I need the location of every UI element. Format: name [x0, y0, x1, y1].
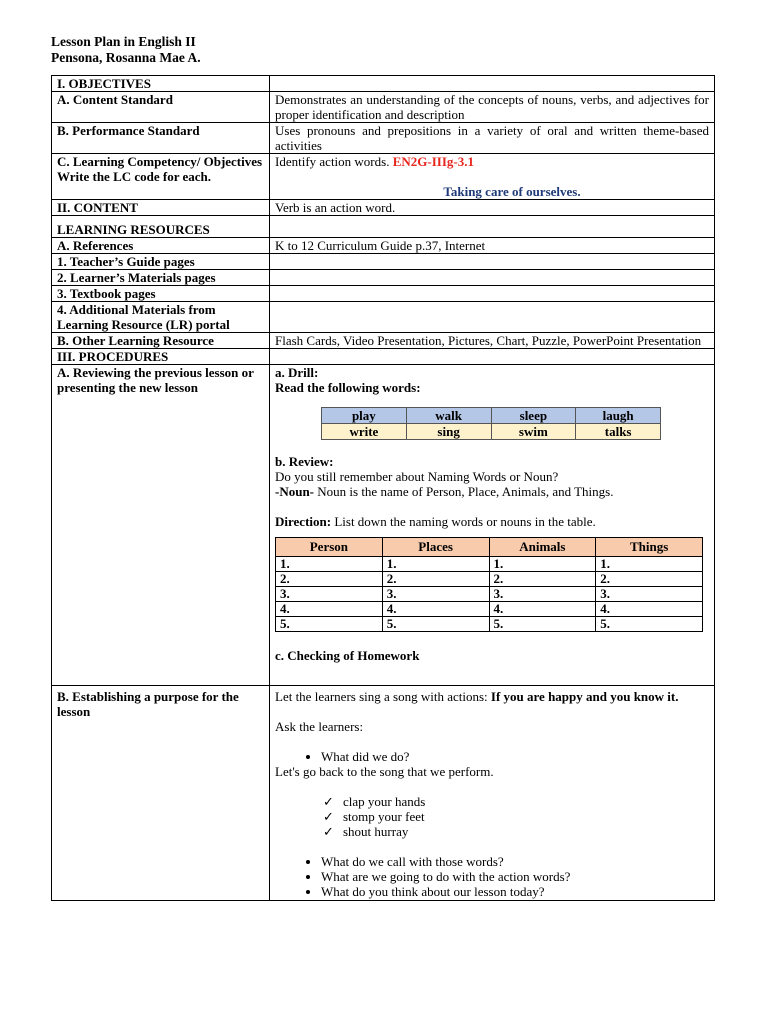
- row-content: [52, 200, 715, 216]
- direction-text: List down the naming words or nouns in the table.: [331, 514, 596, 529]
- list-item: ✓ clap your hands: [343, 794, 709, 809]
- drill-row: [322, 424, 661, 440]
- question-list-1: [275, 749, 709, 764]
- table-cell: 1.: [596, 557, 703, 572]
- go-back-text: Let's go back to the song that we perform.: [275, 764, 494, 779]
- sing-instruction: [275, 689, 709, 704]
- table-cell: 2.: [276, 572, 383, 587]
- references-text: K to 12 Curriculum Guide p.37, Internet: [270, 238, 715, 254]
- nouns-table: [275, 537, 703, 632]
- table-cell: 2.: [596, 572, 703, 587]
- direction-line: [275, 514, 709, 529]
- reviewing-lesson-label: A. Reviewing the previous lesson or presenting the new lesson: [52, 365, 270, 686]
- row-learners-materials: [52, 270, 715, 286]
- drill-heading: a. Drill:: [275, 365, 319, 380]
- procedures-heading: III. PROCEDURES: [52, 349, 270, 365]
- table-cell: 5.: [276, 617, 383, 632]
- lesson-theme: Taking care of ourselves.: [443, 184, 581, 199]
- list-item: ✓ stomp your feet: [343, 809, 709, 824]
- direction-label: Direction:: [275, 514, 332, 529]
- other-resources-text: Flash Cards, Video Presentation, Pictures, Chart, Puzzle, PowerPoint Presentation: [270, 333, 715, 349]
- performance-standard-text: Uses pronouns and prepositions in a variety of oral and written theme-based activities: [270, 123, 715, 154]
- table-cell: 4.: [596, 602, 703, 617]
- competency-label-line: C. Learning Competency/ Objectives: [57, 154, 263, 169]
- table-cell: 5.: [489, 617, 596, 632]
- homework-heading: c. Checking of Homework: [275, 648, 420, 663]
- drill-row: [322, 408, 661, 424]
- table-cell: 1.: [489, 557, 596, 572]
- row-establishing-purpose: [52, 686, 715, 901]
- textbook-label: 3. Textbook pages: [52, 286, 270, 302]
- learning-competency-cell: [270, 154, 715, 200]
- list-item: • What do we call with those words?: [321, 854, 709, 869]
- row-textbook: [52, 286, 715, 302]
- row-performance-standard: [52, 123, 715, 154]
- learning-competency-label: [52, 154, 270, 200]
- drill-word: play: [322, 408, 407, 424]
- establishing-purpose-label: B. Establishing a purpose for the lesson: [52, 686, 270, 901]
- lesson-plan-table: [51, 75, 715, 901]
- noun-definition-line: [275, 484, 709, 499]
- review-heading: b. Review:: [275, 454, 334, 469]
- table-cell: 2.: [489, 572, 596, 587]
- row-references: [52, 238, 715, 254]
- sing-text: Let the learners sing a song with actions:: [275, 689, 491, 704]
- table-cell: 1.: [276, 557, 383, 572]
- row-learning-competency: [52, 154, 715, 200]
- list-item: • What are we going to do with the action words?: [321, 869, 709, 884]
- content-standard-label: A. Content Standard: [52, 92, 270, 123]
- table-row: [276, 602, 703, 617]
- nouns-table-header: [276, 538, 703, 557]
- nouns-header-places: Places: [382, 538, 489, 557]
- row-additional-materials: [52, 302, 715, 333]
- author-name: Pensona, Rosanna Mae A.: [51, 50, 201, 65]
- table-row: [276, 572, 703, 587]
- content-text: Verb is an action word.: [270, 200, 715, 216]
- song-title: If you are happy and you know it.: [490, 689, 679, 704]
- table-cell: 5.: [596, 617, 703, 632]
- list-item: • What do you think about our lesson today?: [321, 884, 709, 899]
- content-heading: II. CONTENT: [52, 200, 270, 216]
- table-cell: 4.: [489, 602, 596, 617]
- drill-word: talks: [576, 424, 661, 440]
- drill-word: sing: [406, 424, 491, 440]
- row-objectives: [52, 76, 715, 92]
- reviewing-lesson-cell: [270, 365, 715, 686]
- competency-code: EN2G-IIIg-3.1: [392, 154, 474, 169]
- document-title: Lesson Plan in English II: [51, 34, 196, 49]
- table-row: [276, 617, 703, 632]
- establishing-purpose-cell: [270, 686, 715, 901]
- drill-word: write: [322, 424, 407, 440]
- table-cell: 3.: [382, 587, 489, 602]
- review-question: Do you still remember about Naming Words or Noun?: [275, 469, 559, 484]
- row-other-resources: [52, 333, 715, 349]
- list-item: ✓ shout hurray: [343, 824, 709, 839]
- table-cell: 4.: [276, 602, 383, 617]
- competency-text: Identify action words.: [275, 154, 390, 169]
- action-list: [275, 794, 709, 839]
- teachers-guide-label: 1. Teacher’s Guide pages: [52, 254, 270, 270]
- drill-words-table: [321, 407, 661, 440]
- question-list-2: [275, 854, 709, 899]
- nouns-header-animals: Animals: [489, 538, 596, 557]
- nouns-header-person: Person: [276, 538, 383, 557]
- lc-code-instruction: Write the LC code for each.: [57, 169, 212, 184]
- drill-word: swim: [491, 424, 576, 440]
- nouns-header-things: Things: [596, 538, 703, 557]
- other-resources-label: B. Other Learning Resource: [52, 333, 270, 349]
- table-cell: 3.: [489, 587, 596, 602]
- row-content-standard: [52, 92, 715, 123]
- table-cell: 5.: [382, 617, 489, 632]
- list-item: • What did we do?: [321, 749, 709, 764]
- additional-materials-label: 4. Additional Materials from Learning Resource (LR) portal: [52, 302, 270, 333]
- learning-resources-heading: LEARNING RESOURCES: [52, 216, 270, 238]
- row-teachers-guide: [52, 254, 715, 270]
- references-label: A. References: [52, 238, 270, 254]
- noun-definition: Noun is the name of Person, Place, Animals, and Things.: [314, 484, 614, 499]
- objectives-heading: I. OBJECTIVES: [52, 76, 270, 92]
- content-standard-text: Demonstrates an understanding of the concepts of nouns, verbs, and adjectives for proper identification and description: [270, 92, 715, 123]
- table-cell: 3.: [276, 587, 383, 602]
- performance-standard-label: B. Performance Standard: [52, 123, 270, 154]
- table-row: [276, 587, 703, 602]
- table-cell: 1.: [382, 557, 489, 572]
- table-cell: 4.: [382, 602, 489, 617]
- row-procedures: [52, 349, 715, 365]
- drill-word: laugh: [576, 408, 661, 424]
- learners-materials-label: 2. Learner’s Materials pages: [52, 270, 270, 286]
- row-reviewing-lesson: [52, 365, 715, 686]
- page-header: [51, 34, 201, 66]
- drill-word: sleep: [491, 408, 576, 424]
- drill-word: walk: [406, 408, 491, 424]
- table-row: [276, 557, 703, 572]
- table-cell: 3.: [596, 587, 703, 602]
- drill-instruction: Read the following words:: [275, 380, 421, 395]
- table-cell: 2.: [382, 572, 489, 587]
- ask-text: Ask the learners:: [275, 719, 364, 734]
- noun-term: -Noun-: [275, 484, 315, 499]
- row-learning-resources: [52, 216, 715, 238]
